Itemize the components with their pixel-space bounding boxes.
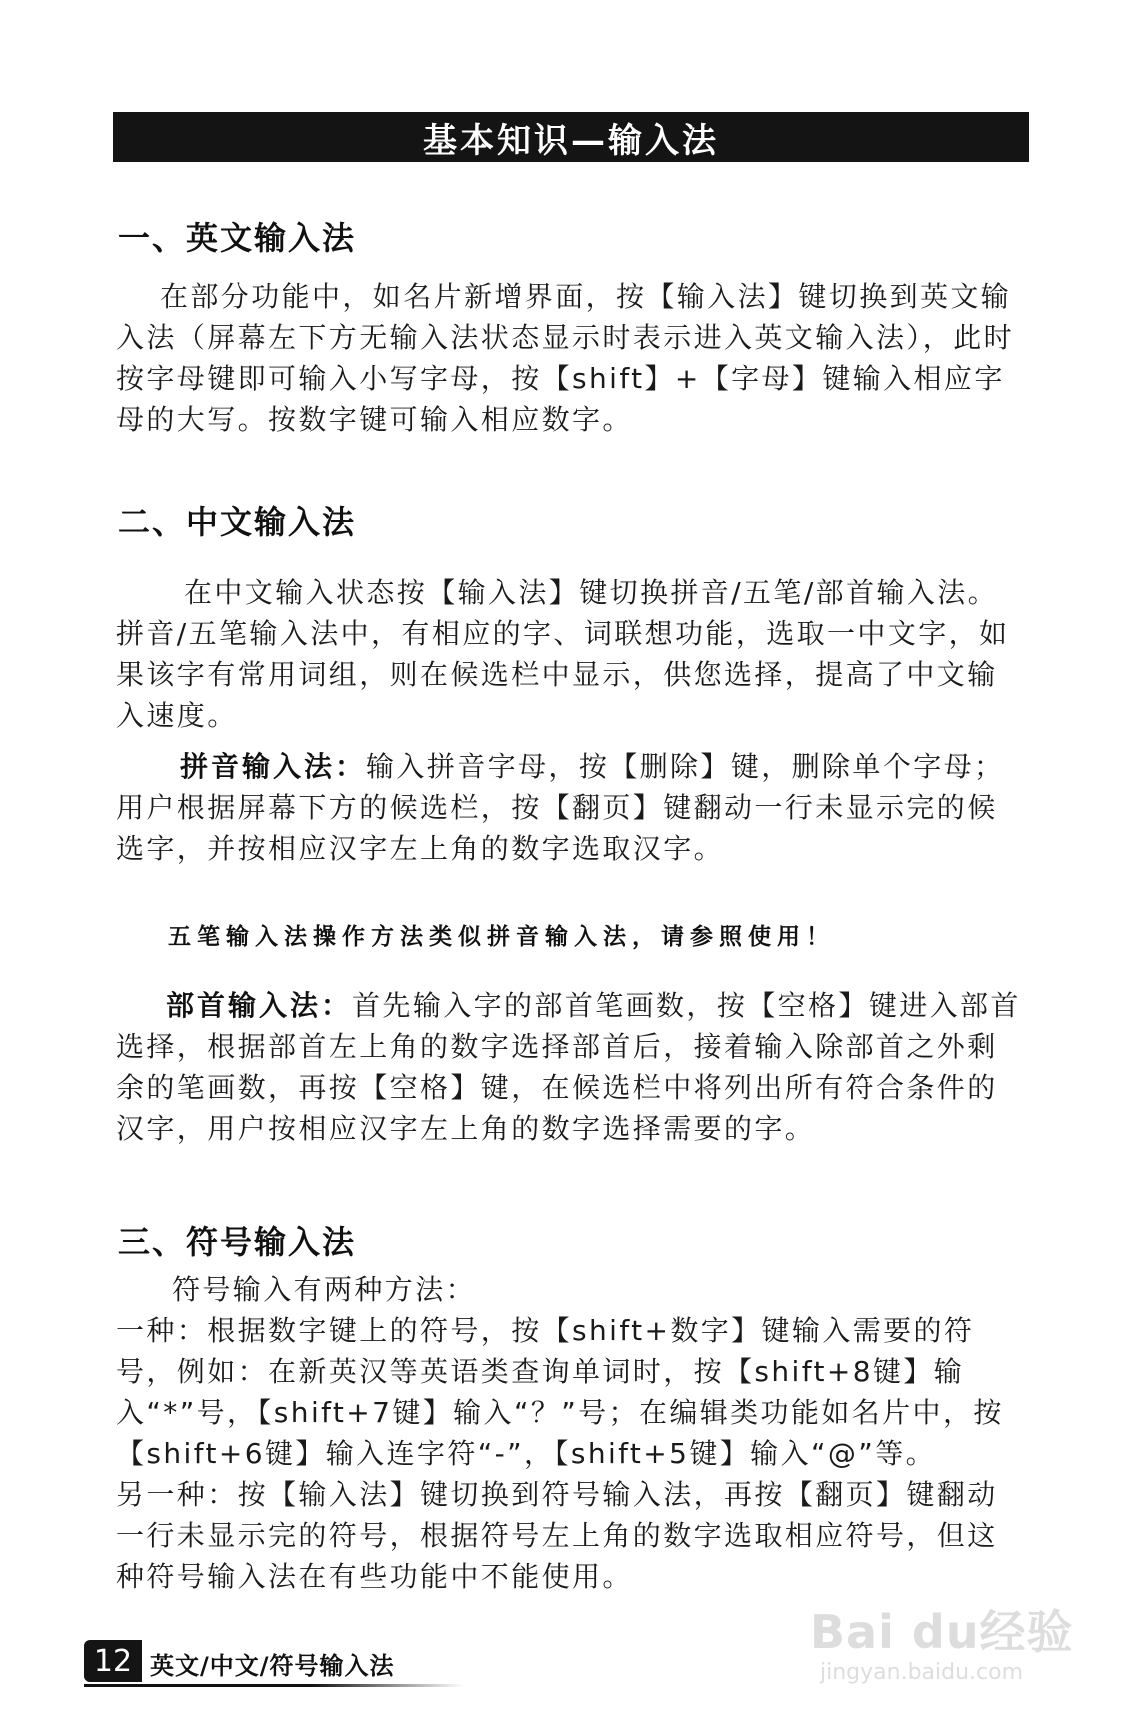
symbol-intro: 符号输入有两种方法： <box>172 1273 477 1306</box>
pinyin-label: 拼音输入法： <box>180 750 367 783</box>
page-footer <box>84 1640 464 1684</box>
bushou-paragraph <box>116 985 1026 1149</box>
pinyin-paragraph <box>116 746 1026 869</box>
footer-rule <box>84 1684 464 1687</box>
english-paragraph: 在部分功能中，如名片新增界面，按【输入法】键切换到英文输入法（屏幕左下方无输入法状态显示时表示进入英文输入法），此时按字母键即可输入小写字母，按【shift】+【字母】键输入相应字母的大写。按数字键可输入相应数字。 <box>116 280 1015 436</box>
symbol-method-two: 另一种：按【输入法】键切换到符号输入法，再按【翻页】键翻动一行未显示完的符号，根据符号左上角的数字选取相应符号，但这种符号输入法在有些功能中不能使用。 <box>116 1478 998 1593</box>
section-heading-symbol: 三、符号输入法 <box>118 1223 357 1261</box>
section-heading-chinese: 二、中文输入法 <box>118 503 357 541</box>
page-banner <box>113 112 1029 162</box>
page-number: 12 <box>84 1640 142 1682</box>
chinese-paragraph: 在中文输入状态按【输入法】键切换拼音/五笔/部首输入法。拼音/五笔输入法中，有相应的字、词联想功能，选取一中文字，如果该字有常用词组，则在候选栏中显示，供您选择，提高了中文输入速度。 <box>116 576 1010 732</box>
baidu-watermark <box>810 1596 1090 1696</box>
footer-title: 英文/中文/符号输入法 <box>150 1652 395 1680</box>
watermark-logo: Bai du经验 <box>810 1605 1074 1659</box>
wubi-note: 五笔输入法操作方法类似拼音输入法，请参照使用！ <box>168 924 835 950</box>
symbol-method-one: 一种：根据数字键上的符号，按【shift+数字】键输入需要的符号，例如：在新英汉等英语类查询单词时，按【shift+8键】输入“*”号，【shift+7键】输入“？”号；在编辑类功能如名片中，按【shift+6键】输入连字符“-”，【shift+5键】输入“@”等。 <box>116 1314 1004 1470</box>
banner-title: 基本知识—输入法 <box>423 120 719 161</box>
section-heading-english: 一、英文输入法 <box>118 219 357 257</box>
bushou-label: 部首输入法： <box>166 989 353 1022</box>
watermark-url: jingyan.baidu.com <box>820 1660 1024 1685</box>
pinyin-text: 输入拼音字母，按【删除】键，删除单个字母；用户根据屏幕下方的候选栏，按【翻页】键翻动一行未显示完的候选字，并按相应汉字左上角的数字选取汉字。 <box>116 750 1005 865</box>
bushou-text: 首先输入字的部首笔画数，按【空格】键进入部首选择，根据部首左上角的数字选择部首后，接着输入除部首之外剩余的笔画数，再按【空格】键，在候选栏中将列出所有符合条件的汉字，用户按相应汉字左上角的数字选择需要的字。 <box>116 989 1021 1145</box>
